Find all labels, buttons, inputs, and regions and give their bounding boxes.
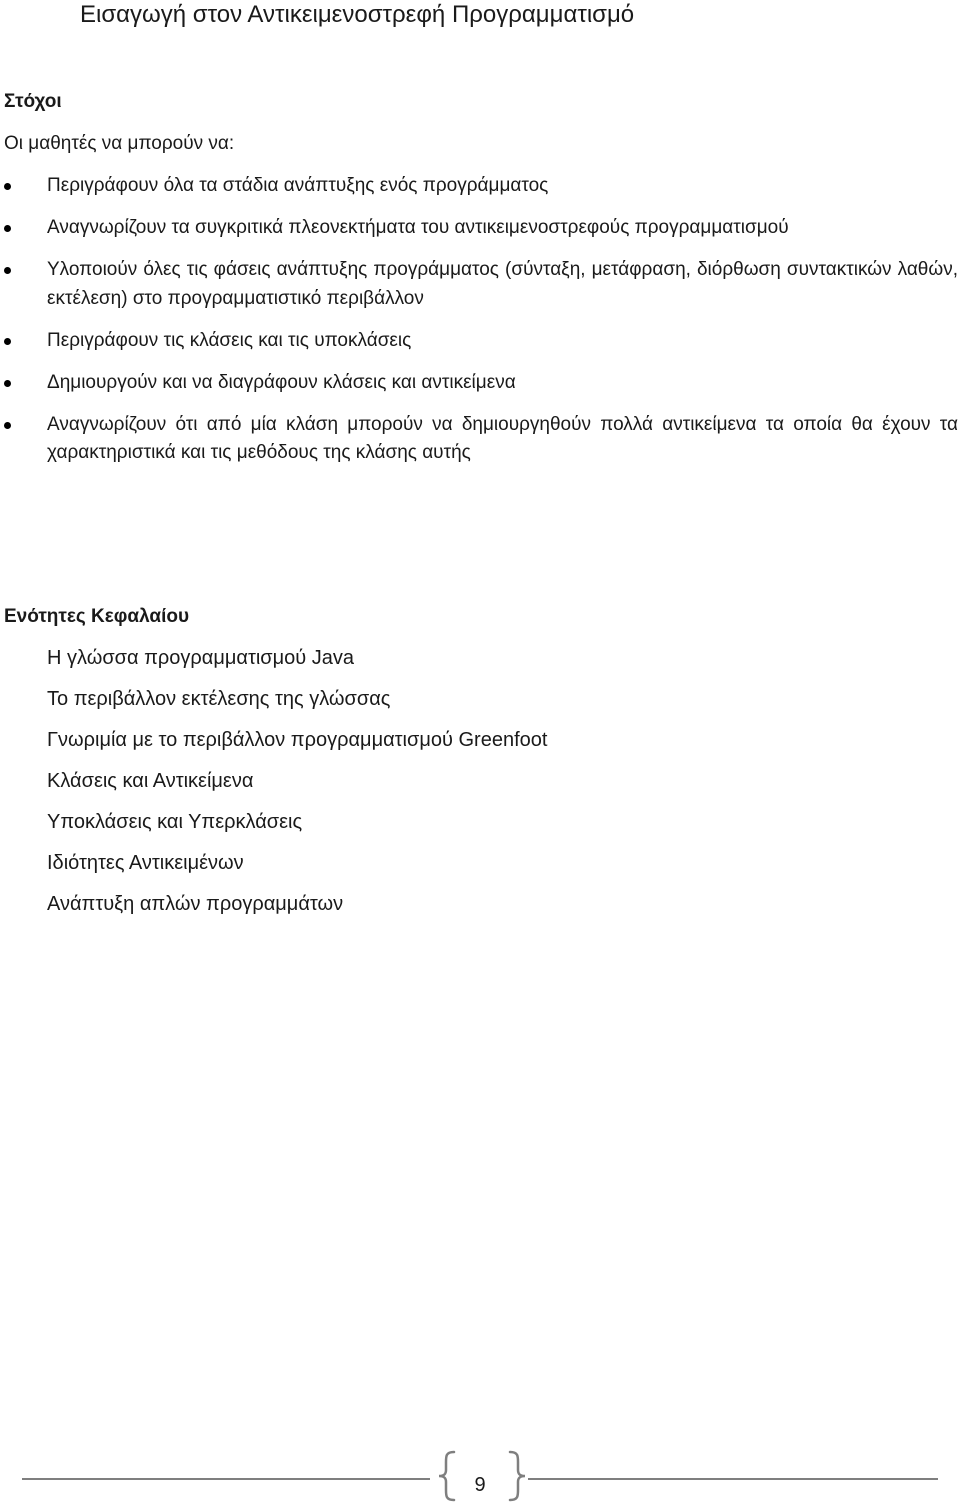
bullet-icon bbox=[4, 338, 11, 345]
list-item bbox=[0, 256, 960, 313]
page-title: Εισαγωγή στον Αντικειμενοστρεφή Προγραμματισμό bbox=[80, 1, 635, 28]
list-item-text: Υλοποιούν όλες τις φάσεις ανάπτυξης προγράμματος (σύνταξη, μετάφραση, διόρθωση συντακτικών λαθών, εκτέλεση) στο προγραμματιστικό περιβάλλον bbox=[47, 259, 958, 309]
units-list bbox=[47, 644, 547, 931]
footer-divider-left bbox=[22, 1478, 430, 1480]
list-item bbox=[0, 411, 960, 468]
objectives-heading: Στόχοι bbox=[4, 91, 62, 112]
list-item: Κλάσεις και Αντικείμενα bbox=[47, 770, 254, 792]
bullet-icon bbox=[4, 183, 11, 190]
list-item: Η γλώσσα προγραμματισμού Java bbox=[47, 647, 355, 669]
list-item bbox=[0, 369, 960, 398]
left-brace-icon bbox=[436, 1450, 458, 1502]
list-item bbox=[0, 327, 960, 356]
objectives-list bbox=[0, 172, 960, 481]
list-item: Ιδιότητες Αντικειμένων bbox=[47, 852, 244, 874]
units-heading: Ενότητες Κεφαλαίου bbox=[4, 606, 190, 627]
list-item-text: Αναγνωρίζουν τα συγκριτικά πλεονεκτήματα του αντικειμενοστρεφούς προγραμματισμού bbox=[47, 217, 789, 238]
bullet-icon bbox=[4, 380, 11, 387]
bullet-icon bbox=[4, 225, 11, 232]
list-item: Υποκλάσεις και Υπερκλάσεις bbox=[47, 811, 303, 833]
list-item: Το περιβάλλον εκτέλεσης της γλώσσας bbox=[47, 688, 391, 710]
list-item bbox=[0, 172, 960, 201]
bullet-icon bbox=[4, 267, 11, 274]
bullet-icon bbox=[4, 422, 11, 429]
page-footer bbox=[0, 1450, 960, 1507]
footer-divider-right bbox=[528, 1478, 938, 1480]
objectives-intro: Οι μαθητές να μπορούν να: bbox=[4, 133, 235, 154]
list-item: Γνωριμία με το περιβάλλον προγραμματισμού Greenfoot bbox=[47, 729, 548, 751]
page-number: 9 bbox=[474, 1474, 486, 1496]
list-item-text: Δημιουργούν και να διαγράφουν κλάσεις και αντικείμενα bbox=[47, 371, 516, 393]
right-brace-icon bbox=[506, 1450, 528, 1502]
list-item-text: Περιγράφουν τις κλάσεις και τις υποκλάσεις bbox=[47, 329, 412, 351]
list-item: Ανάπτυξη απλών προγραμμάτων bbox=[47, 893, 344, 915]
list-item-text: Περιγράφουν όλα τα στάδια ανάπτυξης ενός προγράμματος bbox=[47, 175, 549, 196]
list-item bbox=[0, 214, 960, 243]
list-item-text: Αναγνωρίζουν ότι από μία κλάση μπορούν να δημιουργηθούν πολλά αντικείμενα τα οποία θα έχουν τα χαρακτηριστικά και τις μεθόδους της κλάσης αυτής bbox=[47, 413, 958, 463]
